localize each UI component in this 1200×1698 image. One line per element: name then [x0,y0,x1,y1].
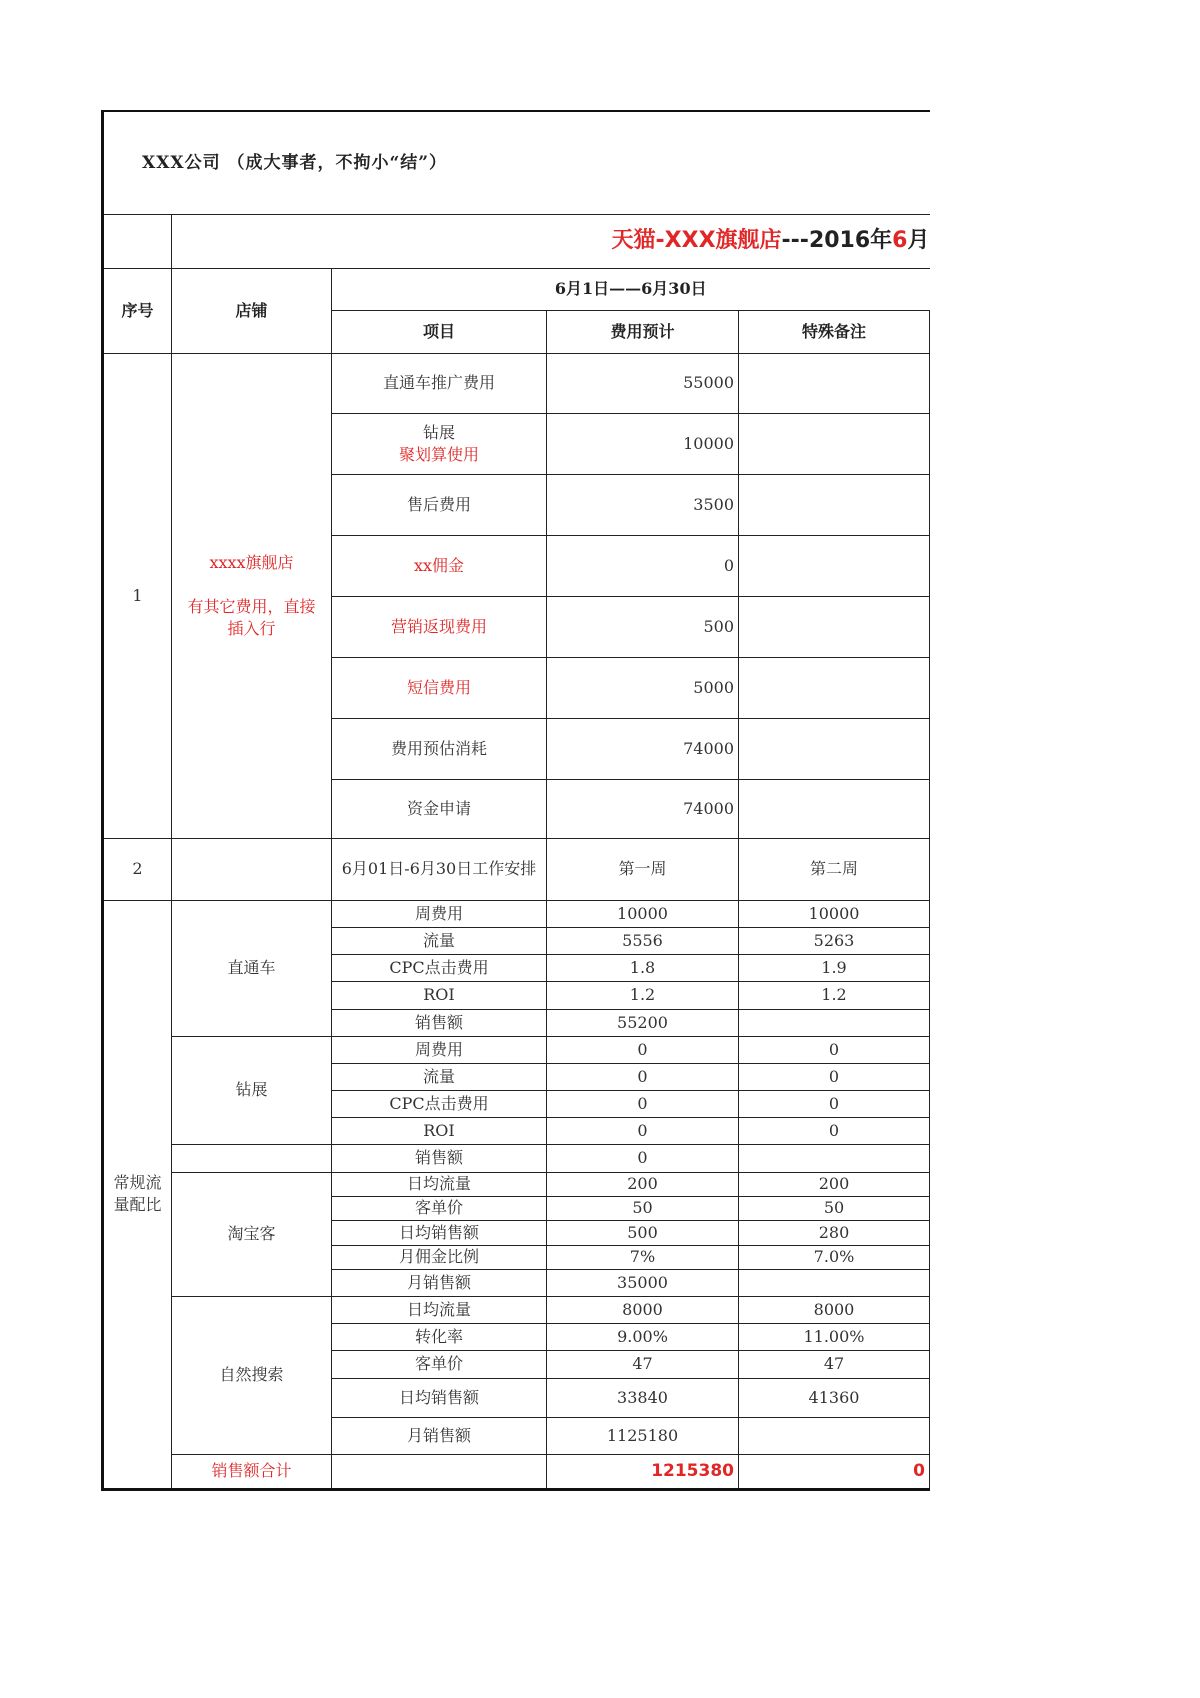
metric[interactable]: 转化率 [332,1323,547,1350]
total-week1[interactable]: 1215380 [547,1454,739,1489]
week2-value[interactable]: 0 [739,1036,930,1063]
metric[interactable]: CPC点击费用 [332,1090,547,1117]
metric[interactable]: 日均流量 [332,1172,547,1196]
col-header-store[interactable]: 店铺 [172,268,332,353]
metric[interactable]: 月销售额 [332,1417,547,1454]
week2-value[interactable]: 47 [739,1350,930,1378]
expense-budget[interactable]: 74000 [547,779,739,838]
week1-value[interactable]: 55200 [547,1009,739,1036]
metric[interactable]: 周费用 [332,900,547,927]
metric[interactable]: 月销售额 [332,1269,547,1296]
traffic-group-label[interactable] [103,900,172,1489]
section1-seq[interactable]: 1 [103,353,172,838]
col-header-item[interactable]: 项目 [332,310,547,353]
store-hint: 有其它费用，直接插入行 [187,596,316,638]
week2-value[interactable]: 0 [739,1063,930,1090]
company-title-cell[interactable] [103,111,930,214]
week1-value[interactable]: 8000 [547,1296,739,1323]
week1-value[interactable]: 0 [547,1063,739,1090]
week2-value[interactable] [739,1009,930,1036]
week1-value[interactable]: 0 [547,1090,739,1117]
metric[interactable]: 客单价 [332,1350,547,1378]
expense-item[interactable]: 费用预估消耗 [332,718,547,779]
channel-zhitongche[interactable]: 直通车 [172,900,332,1036]
channel-zuanzhan[interactable]: 钻展 [172,1036,332,1144]
week2-value[interactable]: 41360 [739,1378,930,1417]
week1-value[interactable]: 500 [547,1220,739,1245]
expense-budget[interactable]: 3500 [547,474,739,535]
metric[interactable]: 月佣金比例 [332,1245,547,1269]
metric[interactable]: 销售额 [332,1009,547,1036]
week2-value[interactable]: 7.0% [739,1245,930,1269]
store-title-month: 6 [892,228,908,253]
expense-budget[interactable]: 74000 [547,718,739,779]
expense-note[interactable] [739,474,930,535]
week1-value[interactable]: 5556 [547,927,739,954]
expense-note[interactable] [739,779,930,838]
expense-note[interactable] [739,718,930,779]
store-name: xxxx旗舰店 [209,552,294,572]
expense-note[interactable] [739,413,930,474]
week2-header[interactable]: 第二周 [739,838,930,900]
week2-value[interactable]: 0 [739,1090,930,1117]
store-title-red: 天猫-XXX旗舰店 [611,228,782,253]
total-week2[interactable]: 0 [739,1454,930,1489]
metric[interactable]: ROI [332,1117,547,1144]
budget-sheet [101,110,930,1491]
week1-value[interactable]: 0 [547,1144,739,1172]
week2-value[interactable]: 1.9 [739,954,930,981]
expense-item[interactable]: xx佣金 [332,535,547,596]
metric[interactable]: 流量 [332,1063,547,1090]
week1-value[interactable]: 0 [547,1117,739,1144]
section2-title[interactable]: 6月01日-6月30日工作安排 [332,838,547,900]
week1-value[interactable]: 1125180 [547,1417,739,1454]
store-title-year: ---2016年 [781,228,893,253]
section2-store[interactable] [172,838,332,900]
week1-value[interactable]: 7% [547,1245,739,1269]
total-label[interactable]: 销售额合计 [172,1454,332,1489]
week2-value[interactable]: 11.00% [739,1323,930,1350]
company-title: XXX公司 （成大事者，不拘小“结”） [142,152,448,173]
expense-item[interactable]: 资金申请 [332,779,547,838]
week2-value[interactable] [739,1144,930,1172]
metric[interactable]: 日均销售额 [332,1220,547,1245]
week1-value[interactable]: 33840 [547,1378,739,1417]
store-title-cell[interactable] [172,214,930,268]
week2-value[interactable] [739,1417,930,1454]
metric[interactable]: 日均销售额 [332,1378,547,1417]
metric[interactable]: 流量 [332,927,547,954]
week2-value[interactable]: 1.2 [739,981,930,1009]
col-header-seq[interactable]: 序号 [103,268,172,353]
store-title-end: 月 [907,228,930,253]
empty-channel-cell[interactable] [172,1144,332,1172]
week1-value[interactable]: 200 [547,1172,739,1196]
total-item[interactable] [332,1454,547,1489]
expense-item[interactable]: 短信费用 [332,657,547,718]
week1-value[interactable]: 47 [547,1350,739,1378]
week1-value[interactable]: 1.8 [547,954,739,981]
expense-item[interactable]: 售后费用 [332,474,547,535]
week1-value[interactable]: 9.00% [547,1323,739,1350]
week2-value[interactable] [739,1269,930,1296]
date-range-header[interactable]: 6月1日——6月30日 [332,268,930,310]
expense-note[interactable] [739,657,930,718]
week2-value[interactable]: 10000 [739,900,930,927]
col-header-note[interactable]: 特殊备注 [739,310,930,353]
metric[interactable]: 日均流量 [332,1296,547,1323]
expense-item[interactable]: 直通车推广费用 [332,353,547,413]
week2-value[interactable]: 200 [739,1172,930,1196]
week2-value[interactable]: 5263 [739,927,930,954]
expense-note[interactable] [739,535,930,596]
expense-budget[interactable]: 10000 [547,413,739,474]
metric[interactable]: 客单价 [332,1196,547,1220]
expense-item[interactable]: 营销返现费用 [332,596,547,657]
expense-note[interactable] [739,596,930,657]
week1-value[interactable]: 0 [547,1036,739,1063]
expense-budget[interactable]: 55000 [547,353,739,413]
week1-header[interactable]: 第一周 [547,838,739,900]
empty-cell[interactable] [103,214,172,268]
week1-value[interactable]: 50 [547,1196,739,1220]
expense-note[interactable] [739,353,930,413]
week2-value[interactable]: 8000 [739,1296,930,1323]
expense-budget[interactable]: 5000 [547,657,739,718]
budget-table [101,110,930,1491]
expense-item-label: 钻展 [422,422,455,442]
metric[interactable]: CPC点击费用 [332,954,547,981]
week2-value[interactable]: 0 [739,1117,930,1144]
expense-budget[interactable]: 500 [547,596,739,657]
week1-value[interactable]: 10000 [547,900,739,927]
expense-budget[interactable]: 0 [547,535,739,596]
metric[interactable]: 周费用 [332,1036,547,1063]
week2-value[interactable]: 280 [739,1220,930,1245]
channel-natural-search[interactable]: 自然搜索 [172,1296,332,1454]
week1-value[interactable]: 35000 [547,1269,739,1296]
expense-item[interactable] [332,413,547,474]
section1-store[interactable] [172,353,332,838]
metric[interactable]: ROI [332,981,547,1009]
section2-seq[interactable]: 2 [103,838,172,900]
expense-item-sub: 聚划算使用 [398,444,479,464]
week1-value[interactable]: 1.2 [547,981,739,1009]
channel-taobaoke[interactable]: 淘宝客 [172,1172,332,1296]
traffic-group-text: 常规流量配比 [113,1173,162,1214]
col-header-budget[interactable]: 费用预计 [547,310,739,353]
week2-value[interactable]: 50 [739,1196,930,1220]
metric[interactable]: 销售额 [332,1144,547,1172]
